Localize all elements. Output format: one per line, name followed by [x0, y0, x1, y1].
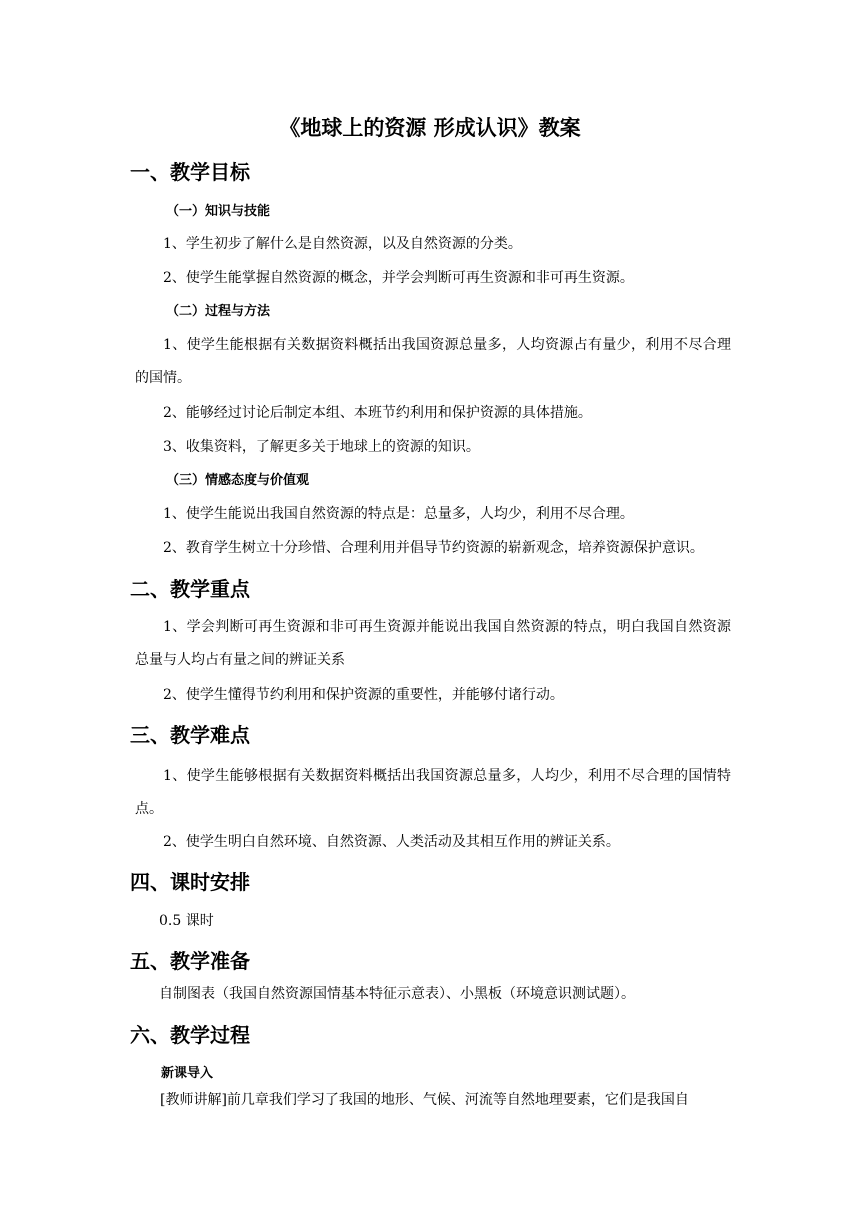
paragraph: 2、能够经过讨论后制定本组、本班节约利用和保护资源的具体措施。 — [163, 405, 592, 421]
paragraph: 2、使学生懂得节约利用和保护资源的重要性，并能够付诸行动。 — [163, 687, 564, 703]
section-heading-difficulties: 三、教学难点 — [130, 723, 250, 747]
document-title: 《地球上的资源 形成认识》教案 — [279, 116, 581, 140]
paragraph: 自制图表（我国自然资源国情基本特征示意表）、小黑板（环境意识测试题）。 — [159, 986, 635, 1002]
subheading-knowledge-skills: （一）知识与技能 — [166, 204, 271, 219]
paragraph: 0.5 课时 — [159, 913, 214, 929]
paragraph: 1、学会判断可再生资源和非可再生资源并能说出我国自然资源的特点，明白我国自然资源总量与人均占有量之间的辨证关系 — [135, 619, 731, 668]
section-heading-objectives: 一、教学目标 — [130, 160, 250, 184]
paragraph: 1、使学生能够根据有关数据资料概括出我国资源总量多，人均少，利用不尽合理的国情特点。 — [135, 768, 731, 817]
subheading-process-methods: （二）过程与方法 — [166, 304, 271, 319]
paragraph: 2、使学生能掌握自然资源的概念，并学会判断可再生资源和非可再生资源。 — [163, 270, 634, 286]
paragraph: 1、学生初步了解什么是自然资源，以及自然资源的分类。 — [163, 236, 522, 252]
section-heading-schedule: 四、课时安排 — [130, 870, 250, 894]
paragraph: 2、教育学生树立十分珍惜、合理利用并倡导节约资源的崭新观念，培养资源保护意识。 — [163, 540, 704, 556]
paragraph: [教师讲解]前几章我们学习了我国的地形、气候、河流等自然地理要素，它们是我国自 — [160, 1092, 689, 1108]
subheading-attitudes-values: （三）情感态度与价值观 — [166, 473, 310, 488]
section-heading-process: 六、教学过程 — [130, 1023, 250, 1047]
paragraph: 3、收集资料，了解更多关于地球上的资源的知识。 — [163, 439, 480, 455]
section-heading-preparation: 五、教学准备 — [130, 949, 250, 973]
paragraph: 1、使学生能根据有关数据资料概括出我国资源总量多，人均资源占有量少，利用不尽合理的国情。 — [135, 337, 731, 386]
section-heading-key-points: 二、教学重点 — [130, 577, 250, 601]
paragraph: 2、使学生明白自然环境、自然资源、人类活动及其相互作用的辨证关系。 — [163, 834, 620, 850]
lead-in-label: 新课导入 — [161, 1066, 214, 1081]
paragraph: 1、使学生能说出我国自然资源的特点是：总量多，人均少，利用不尽合理。 — [163, 506, 634, 522]
